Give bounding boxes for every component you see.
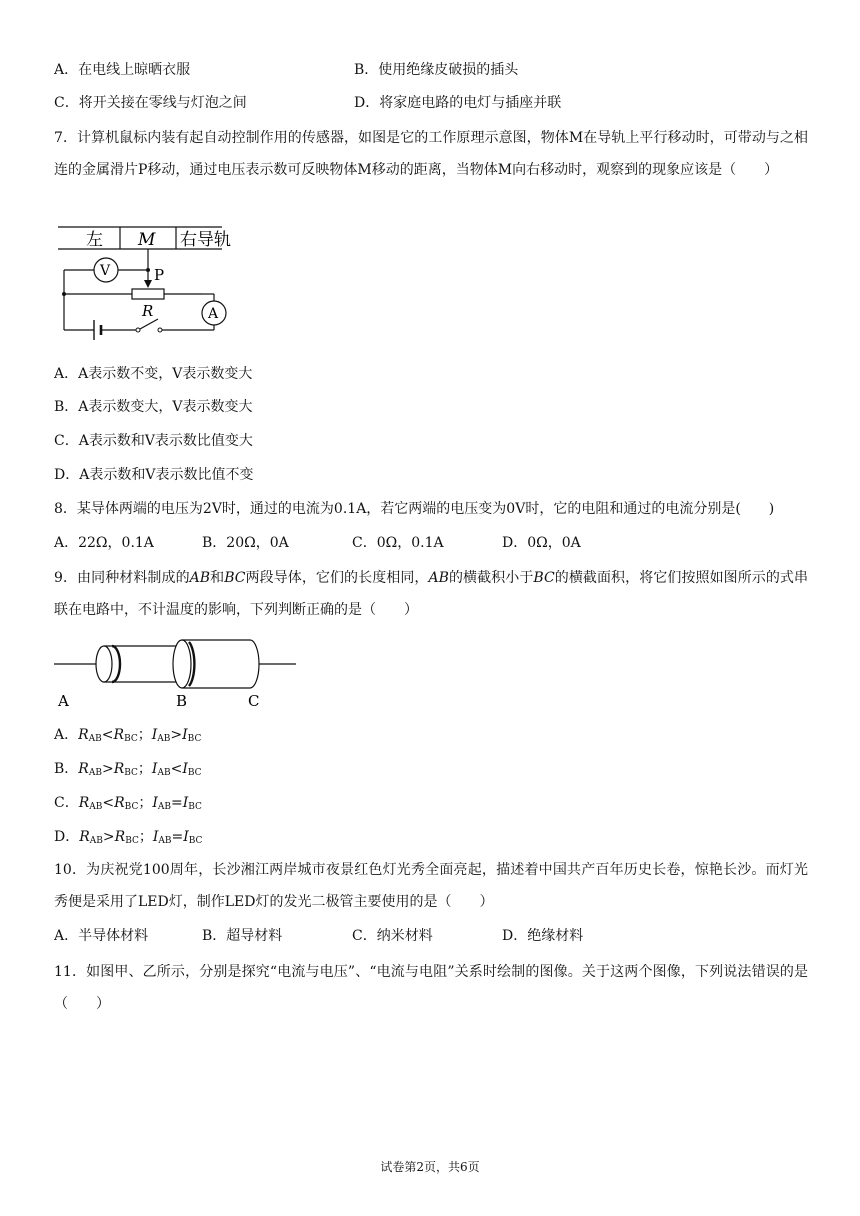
q10-option-a: A．半导体材料	[54, 928, 149, 944]
q6-option-b: B．使用绝缘皮破损的插头	[354, 62, 519, 78]
ammeter-label: A	[208, 306, 219, 322]
q9-conductor-figure	[54, 630, 304, 714]
q7-circuit-figure	[54, 222, 254, 354]
q9-stem: 9．由同种材料制成的AB和BC两段导体，它们的长度相同，AB的横截积小于BC的横截面积，将它们按照如图所示的式串联在电路中，不计温度的影响，下列判断正确的是（ ）	[54, 570, 809, 618]
point-b-label: B	[176, 692, 188, 710]
q7-option-d: D．A表示数和V表示数比值不变	[54, 467, 254, 483]
q6-option-a: A．在电线上晾晒衣服	[54, 62, 191, 78]
voltmeter-label: V	[100, 263, 111, 279]
q10-option-d: D．绝缘材料	[502, 928, 584, 944]
q10-option-b: B．超导材料	[202, 928, 283, 944]
object-m-label: M	[138, 230, 156, 250]
q7-option-a: A．A表示数不变，V表示数变大	[54, 366, 253, 382]
point-c-label: C	[248, 692, 260, 710]
rail-left-label: 左	[86, 230, 103, 250]
q7-option-c: C．A表示数和V表示数比值变大	[54, 433, 253, 449]
q6-option-d: D．将家庭电路的电灯与插座并联	[354, 95, 562, 111]
resistor-symbol	[132, 289, 164, 299]
q8-option-c: C．0Ω，0.1A	[352, 535, 444, 551]
q7-stem: 7．计算机鼠标内装有起自动控制作用的传感器，如图是它的工作原理示意图，物体M在导轨上平行移动时，可带动与之相连的金属滑片P移动，通过电压表示数可反映物体M移动的距离，当物体M向右移动时，观察到的现象应该是（ ）	[54, 130, 808, 178]
q8-option-d: D．0Ω，0A	[502, 535, 581, 551]
rail-right-label: 右导轨	[180, 230, 231, 250]
q7-option-b: B．A表示数变大，V表示数变大	[54, 399, 253, 415]
q8-option-a: A．22Ω，0.1A	[54, 535, 154, 551]
q8-option-b: B．20Ω，0A	[202, 535, 289, 551]
q9-option-c: C．$R_{AB}<R_{BC}$；$I_{AB}=I_{BC}$	[54, 795, 202, 812]
q9-option-a: A．$R_{AB}<R_{BC}$；$I_{AB}>I_{BC}$	[54, 727, 202, 744]
q9-option-d: D．$R_{AB}>R_{BC}$；$I_{AB}=I_{BC}$	[54, 829, 203, 846]
q11-stem: 11．如图甲、乙所示，分别是探究“电流与电压”、“电流与电阻”关系时绘制的图像。关于这两个图像，下列说法错误的是（ ）	[54, 964, 808, 1012]
switch-symbol	[140, 319, 158, 329]
q6-option-c: C．将开关接在零线与灯泡之间	[54, 95, 247, 111]
resistor-label: R	[142, 302, 154, 320]
page-footer: 试卷第2页，共6页	[380, 1160, 480, 1174]
slider-p-label: P	[154, 266, 165, 284]
q10-option-c: C．纳米材料	[352, 928, 433, 944]
point-a-label: A	[58, 692, 69, 710]
q9-option-b: B．$R_{AB}>R_{BC}$；$I_{AB}<I_{BC}$	[54, 761, 202, 778]
q8-stem: 8．某导体两端的电压为2V时，通过的电流为0.1A，若它两端的电压变为0V时，它的电阻和通过的电流分别是( )	[54, 501, 775, 517]
q10-stem: 10．为庆祝党100周年，长沙湘江两岸城市夜景红色灯光秀全面亮起，描述着中国共产百年历史长卷，惊艳长沙。而灯光秀便是采用了LED灯，制作LED灯的发光二极管主要使用的是（ ）	[54, 862, 808, 910]
